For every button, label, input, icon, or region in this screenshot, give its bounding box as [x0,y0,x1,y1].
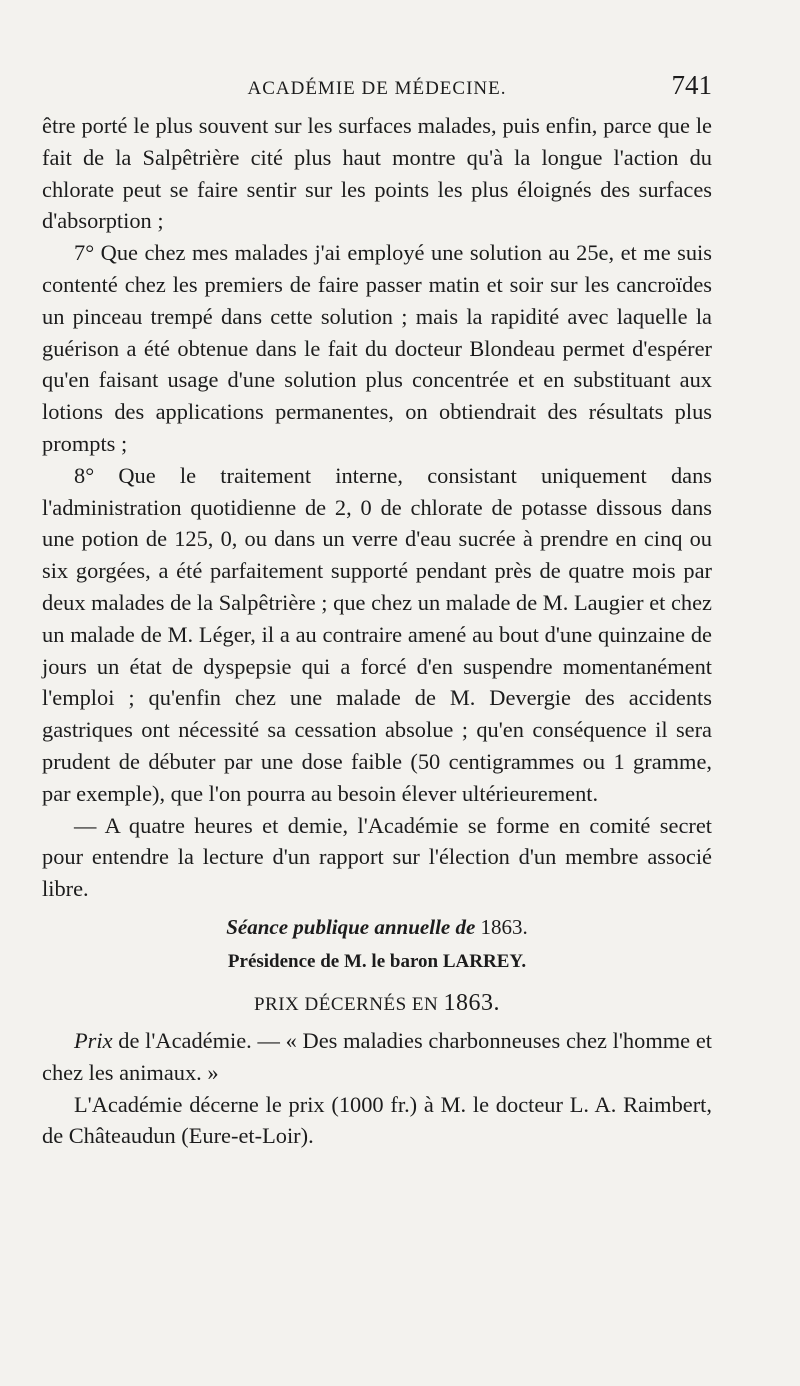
paragraph-point-8: 8° Que le traitement interne, consistant uniquement dans l'administration quotidienne de 2, 0 de chlorate de potasse dissous dans une potion de 125, 0, ou dans un verre d'eau sucrée à prendre en cinq ou six gorgées, a été parfaitement supporté pendant près de quatre mois par deux malades de la Salpêtrière ; que chez un malade de M. Laugier et chez un malade de M. Léger, il a au contraire amené au bout d'une quinzaine de jours un état de dyspepsie qui a forcé d'en suspendre momentanément l'emploi ; qu'enfin chez une malade de M. Devergie des accidents gastriques ont nécessité sa cessation absolue ; qu'en conséquence il sera prudent de débuter par une dose faible (50 centigrammes ou 1 gramme, par exemple), que l'on pourra au besoin élever ultérieurement. [42,462,712,806]
prix-heading-label: PRIX DÉCERNÉS EN [253,993,439,1015]
paragraph-continuation: être porté le plus souvent sur les surfaces malades, puis enfin, parce que le fait de la Salpêtrière cité plus haut montre qu'à la longue l'action du chlorate peut se faire sentir sur les points les plus éloignés des surfaces d'absorption ; [42,113,712,234]
prize-text: de l'Académie. — « Des maladies charbonneuses chez l'homme et chez les animaux. » [42,1027,712,1085]
running-title: ACADÉMIE DE MÉDECINE. [247,78,507,99]
paragraph-point-7: 7° Que chez mes malades j'ai employé une solution au 25e, et me suis contenté chez les premiers de faire passer matin et soir sur les cancroïdes un pinceau trempé dans cette solution ; mais la rapidité avec laquelle la guérison a été obtenue dans le fait du docteur Blondeau permet d'espérer qu'en faisant usage d'une solution plus concentrée et en substituant aux lotions des applications permanentes, on obtiendrait des résultats plus prompts ; [42,240,712,456]
session-heading [42,909,712,945]
prize-lead: Prix [74,1027,113,1053]
prize-award: L'Académie décerne le prix (1000 fr.) à M. le docteur L. A. Raimbert, de Châteaudun (Eure-et-Loir). [42,1091,712,1149]
page-number: 741 [671,70,712,100]
paragraph-comite-secret: — A quatre heures et demie, l'Académie se forme en comité secret pour entendre la lecture d'un rapport sur l'élection d'un membre associé libre. [42,812,712,902]
session-year: 1863. [480,914,528,939]
prix-heading [42,983,712,1025]
presidence-line: Présidence de M. le baron LARREY. [227,950,527,972]
page [42,70,712,1152]
body-text [42,110,712,1152]
page-header [42,70,712,110]
prize-paragraph [42,1025,712,1089]
session-label: Séance publique annuelle de [226,914,476,939]
prix-heading-year: 1863. [443,989,501,1016]
